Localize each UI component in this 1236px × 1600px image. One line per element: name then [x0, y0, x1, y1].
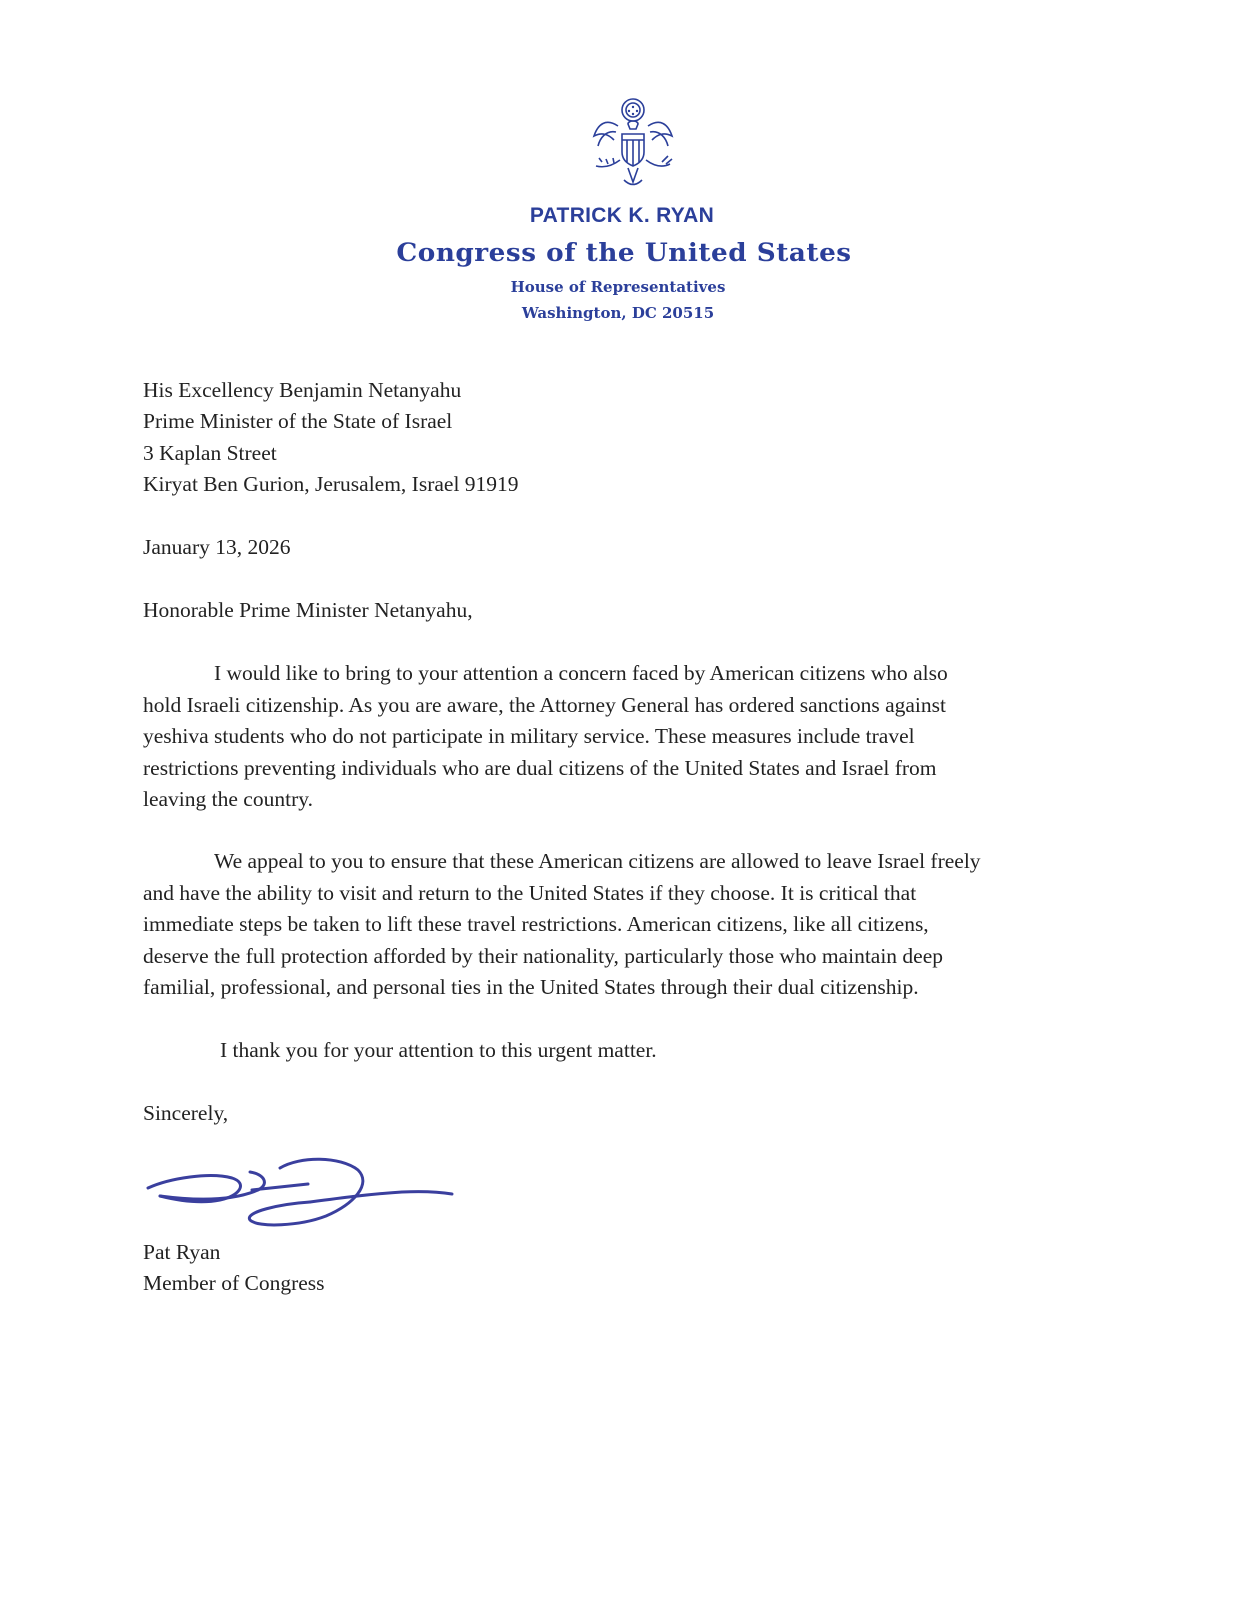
- closing: Sincerely,: [143, 1101, 229, 1125]
- handwritten-signature: [140, 1150, 460, 1230]
- letterhead-city: Washington, DC 20515: [521, 304, 715, 322]
- recipient-line-3: 3 Kaplan Street: [143, 441, 277, 465]
- body-paragraph-1: [143, 658, 1073, 816]
- letterhead-institution: Congress of the United States: [396, 238, 852, 267]
- paragraph-line: I would like to bring to your attention a concern faced by American citizens who also: [214, 661, 948, 685]
- paragraph-line: yeshiva students who do not participate in military service. These measures include travel: [143, 724, 915, 748]
- paragraph-line: leaving the country.: [143, 787, 313, 811]
- paragraph-line: and have the ability to visit and return to the United States if they choose. It is critical that: [143, 880, 917, 905]
- letterhead-name: PATRICK K. RYAN: [529, 204, 715, 227]
- paragraph-line: We appeal to you to ensure that these American citizens are allowed to leave Israel freely: [214, 849, 981, 873]
- signatory-title: Member of Congress: [143, 1271, 325, 1295]
- body-paragraph-2: [143, 846, 1073, 1004]
- paragraph-line: deserve the full protection afforded by their nationality, particularly those who maintain deep: [143, 943, 944, 968]
- body-paragraph-3: [143, 1035, 1073, 1067]
- great-seal-icon: [588, 96, 678, 188]
- letter-date: January 13, 2026: [143, 535, 291, 559]
- paragraph-line: familial, professional, and personal ties in the United States through their dual citizenship.: [143, 975, 919, 999]
- signatory-name: Pat Ryan: [143, 1240, 221, 1264]
- paragraph-line: restrictions preventing individuals who are dual citizens of the United States and Israel from: [143, 755, 937, 780]
- paragraph-line: immediate steps be taken to lift these travel restrictions. American citizens, like all citizens,: [143, 912, 929, 936]
- paragraph-line: I thank you for your attention to this urgent matter.: [220, 1038, 657, 1062]
- paragraph-line: hold Israeli citizenship. As you are aware, the Attorney General has ordered sanctions against: [143, 692, 946, 717]
- recipient-line-4: Kiryat Ben Gurion, Jerusalem, Israel 91919: [143, 472, 519, 496]
- recipient-line-2: Prime Minister of the State of Israel: [143, 409, 453, 433]
- salutation: Honorable Prime Minister Netanyahu,: [143, 598, 473, 622]
- letterhead-chamber: House of Representatives: [510, 278, 726, 296]
- recipient-line-1: His Excellency Benjamin Netanyahu: [143, 378, 462, 402]
